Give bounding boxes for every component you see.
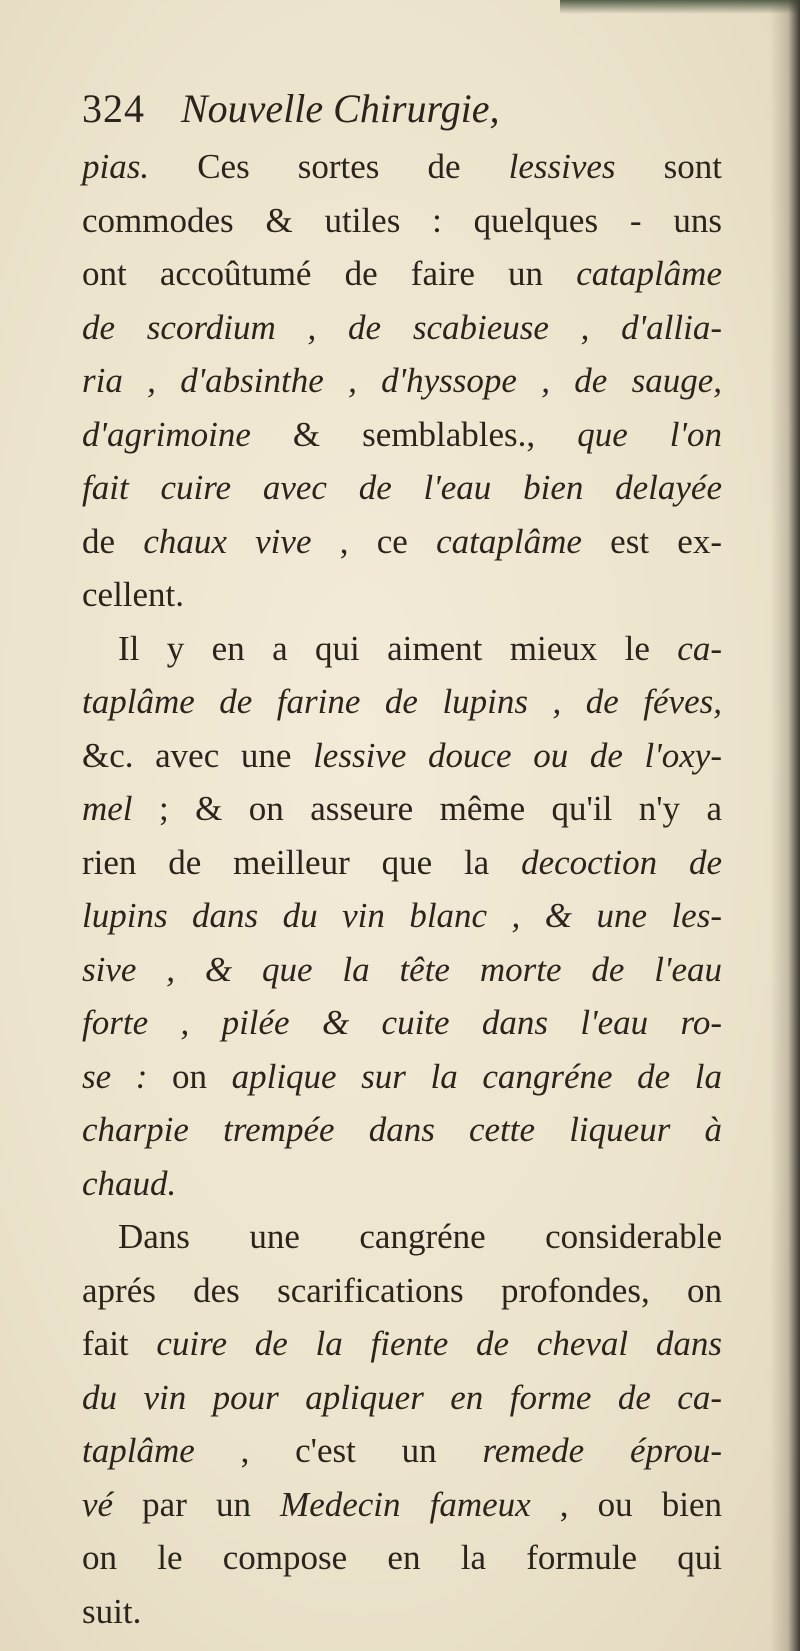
text-line — [82, 996, 722, 1050]
running-head — [82, 78, 722, 140]
italic-text-run: se : — [82, 1056, 148, 1096]
text-line — [82, 194, 722, 248]
italic-text-run: d'agrimoine — [82, 414, 251, 454]
text-line — [82, 1424, 722, 1478]
text-run: fait — [82, 1324, 157, 1363]
text-run: aprés des scarifications profondes, on — [82, 1270, 722, 1310]
italic-text-run: pias. — [82, 147, 150, 186]
italic-text-run: aplique sur la cangréne de la — [231, 1056, 722, 1096]
text-run: commodes & utiles : quelques - uns — [82, 200, 722, 240]
text-run: , ce — [311, 521, 437, 561]
text-line — [82, 1478, 722, 1532]
italic-text-run: de scordium , de scabieuse , d'allia- — [82, 307, 722, 347]
text-run: Il y en a qui aiment mieux le — [118, 628, 678, 668]
italic-text-run: charpie trempée dans cette liqueur à — [82, 1110, 722, 1149]
italic-text-run: chaud. — [82, 1163, 177, 1203]
italic-text-run: mel — [82, 789, 133, 828]
text-line — [82, 301, 722, 355]
italic-text-run: lupins dans du vin blanc , & une les- — [82, 896, 722, 935]
text-run: rien de meilleur que la — [82, 842, 522, 882]
text-run: Ces sortes de — [149, 147, 509, 186]
italic-text-run: sive , & que la tête morte de l'eau — [82, 949, 722, 989]
text-run: de — [82, 521, 144, 561]
text-line — [82, 1050, 722, 1104]
italic-text-run: cataplâme — [436, 521, 582, 561]
text-run: est ex- — [581, 521, 723, 561]
text-line — [82, 675, 722, 729]
body-text — [82, 140, 722, 1638]
text-line — [82, 247, 722, 301]
text-line — [82, 729, 722, 783]
running-title: Nouvelle Chirurgie, — [181, 86, 500, 131]
text-run: , c'est un — [194, 1431, 483, 1470]
text-line — [82, 140, 722, 194]
italic-text-run: taplâme de farine de lupins , de féves, — [82, 682, 722, 721]
text-run: ont accoûtumé de faire un — [82, 254, 577, 293]
text-line — [82, 1531, 722, 1585]
italic-text-run: du vin pour apliquer en forme de ca- — [82, 1377, 722, 1417]
italic-text-run: cuire de la fiente de cheval dans — [156, 1324, 722, 1363]
italic-text-run: Medecin fameux — [280, 1484, 531, 1524]
text-run: , ou bien — [530, 1484, 722, 1524]
italic-text-run: forte , pilée & cuite dans l'eau ro- — [82, 1003, 722, 1042]
italic-text-run: decoction de — [521, 842, 722, 882]
italic-text-run: lessive douce ou de l'oxy- — [313, 735, 722, 775]
text-run: & semblables., — [250, 414, 578, 454]
text-run: &c. avec une — [82, 735, 314, 775]
text-run: par un — [113, 1484, 281, 1524]
text-line — [82, 568, 722, 622]
italic-text-run: remede éprou- — [482, 1431, 722, 1470]
text-line — [82, 408, 722, 462]
text-line — [82, 1103, 722, 1157]
text-run: on le compose en la formule qui — [82, 1538, 722, 1577]
text-line — [82, 836, 722, 890]
text-line — [82, 622, 722, 676]
text-run: suit. — [82, 1591, 142, 1631]
italic-text-run: ca- — [677, 628, 722, 668]
page-top-edge-shadow — [560, 0, 800, 14]
text-line — [82, 461, 722, 515]
text-line — [82, 943, 722, 997]
text-run: ; & on asseure même qu'il n'y a — [132, 789, 722, 828]
text-line — [82, 354, 722, 408]
italic-text-run: vé — [82, 1484, 114, 1524]
italic-text-run: chaux vive — [143, 521, 312, 561]
text-line — [82, 889, 722, 943]
page-number: 324 — [82, 86, 145, 131]
text-run: sont — [615, 147, 722, 186]
text-block — [82, 78, 722, 1638]
italic-text-run: lessives — [508, 147, 616, 186]
italic-text-run: que l'on — [577, 414, 722, 454]
italic-text-run: ria , d'absinthe , d'hyssope , de sauge, — [82, 361, 722, 400]
italic-text-run: taplâme — [82, 1431, 195, 1470]
text-run: cellent. — [82, 575, 185, 614]
text-line — [82, 1585, 722, 1639]
text-line — [82, 1317, 722, 1371]
text-run: Dans une cangréne considerable — [118, 1217, 722, 1256]
text-line — [82, 1210, 722, 1264]
text-line — [82, 1264, 722, 1318]
text-line — [82, 1157, 722, 1211]
text-line — [82, 515, 722, 569]
text-line — [82, 1371, 722, 1425]
page-right-edge-shadow — [770, 0, 800, 1651]
text-line — [82, 782, 722, 836]
italic-text-run: fait cuire avec de l'eau bien delayée — [82, 468, 722, 507]
italic-text-run: cataplâme — [576, 254, 722, 293]
text-run: on — [147, 1056, 232, 1096]
